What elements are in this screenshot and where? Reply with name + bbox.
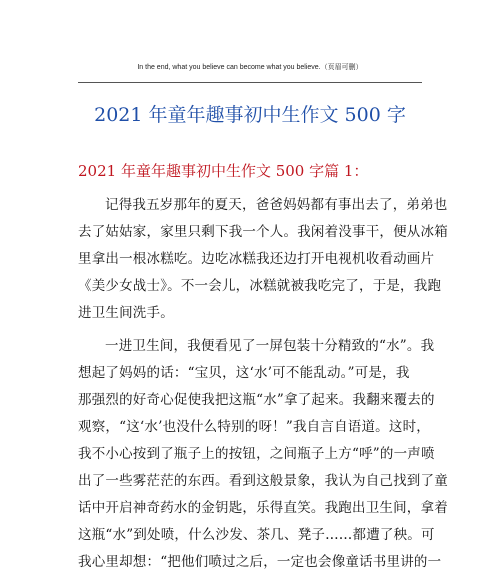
- paragraph-line: 出了一些雾茫茫的东西。看到这般景象，我认为自己找到了童: [78, 473, 448, 489]
- paragraph-line: 我不小心按到了瓶子上的按钮，之间瓶子上方“呼”的一声喷: [78, 446, 435, 462]
- paragraph-line: 进卫生间洗手。: [78, 305, 174, 321]
- paragraph-line: 一进卫生间，我便看见了一屏包装十分精致的“水”。我: [105, 338, 435, 354]
- header-divider: [78, 82, 422, 83]
- paragraph-line: 我心里却想：“把他们喷过之后，一定也会像童话书里讲的一: [78, 554, 442, 570]
- paragraph-line: 想起了妈妈的话：“宝贝，这‘水’可不能乱动。”可是，我: [78, 365, 410, 381]
- paragraph-line: 记得我五岁那年的夏天，爸爸妈妈都有事出去了，弟弟也: [105, 197, 448, 213]
- paragraph-line: 话中开启神奇药水的金钥匙，乐得直笑。我跑出卫生间，拿着: [78, 500, 448, 516]
- paragraph-1: [78, 192, 448, 327]
- paragraph-line: 《美少女战士》。不一会儿，冰糕就被我吃完了，于是，我跑: [78, 278, 442, 294]
- section-heading: 2021 年童年趣事初中生作文 500 字篇 1：: [78, 162, 369, 180]
- paragraph-line: 那强烈的好奇心促使我把这瓶“水”拿了起来。我翻来覆去的: [78, 392, 435, 408]
- page-header-text: In the end, what you believe can become what you believe.（页眉可删）: [137, 64, 363, 71]
- paragraph-line: 去了姑姑家，家里只剩下我一个人。我闲着没事干，便从冰箱: [78, 224, 448, 240]
- paragraph-line: 这瓶“水”到处喷，什么沙发、茶几、凳子……都遭了秧。可: [78, 527, 435, 543]
- paragraph-line: 观察，“这‘水’也没什么特别的呀！”我自言自语道。这时，: [78, 419, 430, 435]
- paragraph-2: [78, 333, 448, 576]
- paragraph-line: 里拿出一根冰糕吃。边吃冰糕我还边打开电视机收看动画片: [78, 251, 435, 267]
- document-title: 2021 年童年趣事初中生作文 500 字: [94, 104, 406, 126]
